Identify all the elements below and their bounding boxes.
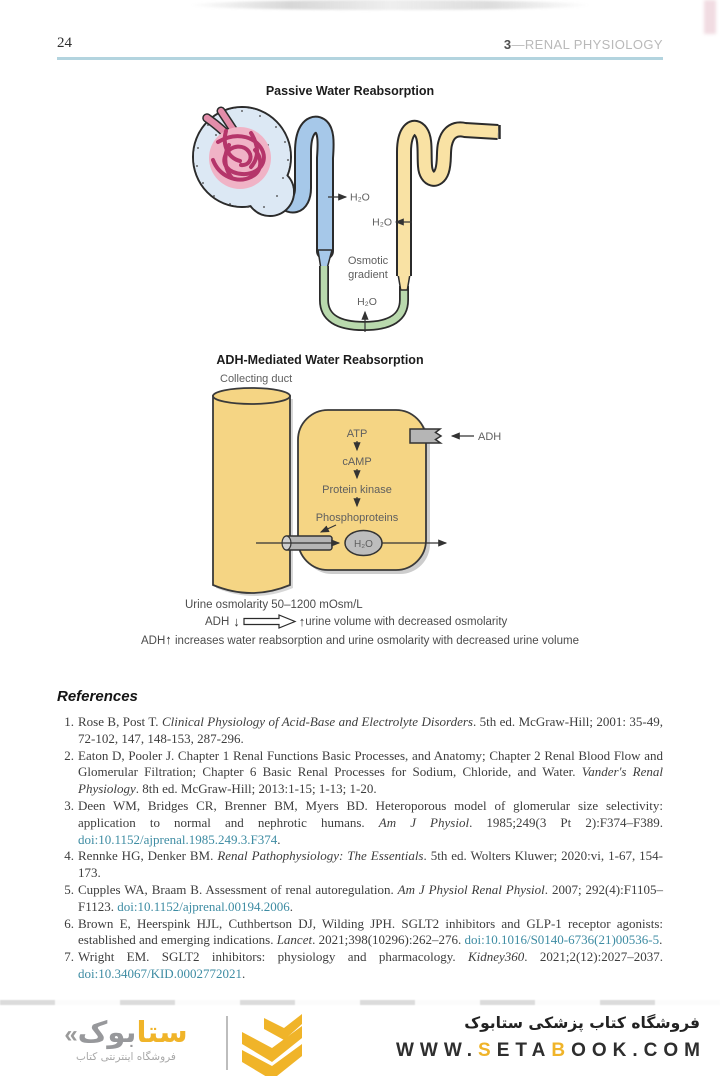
osmotic-gradient-label-1: Osmotic xyxy=(347,255,389,267)
scan-smudge-top xyxy=(190,0,590,10)
reference-item: 2. Eaton D, Pooler J. Chapter 1 Renal Functions Basic Processes, and Anatomy; Chapter 2 Renal Blood Flow and Glomerular Filtration; Chapter 6 Basic Renal Processes for Sodium, Chloride, and Water. Vander's Renal Physiology. 8th ed. McGraw-Hill; 2013:1-15; 1-13; 1-20. xyxy=(57,748,663,798)
adh-caption-text: urine volume with decreased osmolarity xyxy=(305,615,508,628)
down-arrow-glyph: ↓ xyxy=(233,614,240,629)
h2o-label-ascending: H₂O xyxy=(372,216,392,229)
adh-summary-text: increases water reabsorption and urine osmolarity with decreased urine volume xyxy=(171,635,579,647)
camp-label: cAMP xyxy=(342,456,372,468)
reference-item: 3. Deen WM, Bridges CR, Brenner BM, Myers BD. Heteroporous model of glomerular size selectivity: application to normal and nephrotic humans. Am J Physiol. 1985;249(3 Pt 2):F374–F389. doi:10.1152/ajprenal.1985.249.3.F374. xyxy=(57,798,663,848)
logo-word-gray: بوک xyxy=(77,1015,137,1049)
logo-subtitle: فروشگاه اینترنتی کتاب xyxy=(76,1051,176,1063)
adh-caption-prefix: ADH xyxy=(205,615,230,628)
reference-number: 2. xyxy=(64,747,74,763)
logo-wordmark xyxy=(77,1015,188,1049)
chapter-title: —RENAL PHYSIOLOGY xyxy=(511,37,663,52)
header-rule xyxy=(57,57,663,60)
h2o-label-descending: H₂O xyxy=(350,191,370,204)
h2o-label-loop: H₂O xyxy=(357,296,377,308)
figure2-title: ADH-Mediated Water Reabsorption xyxy=(216,353,424,367)
footer xyxy=(0,1006,720,1080)
logo-word-yellow: ستا xyxy=(136,1015,188,1049)
scan-smudge-footer xyxy=(0,1000,720,1005)
setabook-logo xyxy=(34,1015,218,1063)
reference-item: 5. Cupples WA, Braam B. Assessment of renal autoregulation. Am J Physiol Renal Physiol. 2007; 292(4):F1105–F1123. doi:10.1152/ajprenal.00194.2006. xyxy=(57,882,663,916)
reference-number: 6. xyxy=(64,915,74,931)
footer-divider xyxy=(226,1016,228,1070)
urine-osmolarity-caption: Urine osmolarity 50–1200 mOsm/L xyxy=(185,599,363,611)
up-arrow-glyph: ↑ xyxy=(298,614,306,629)
reference-number: 1. xyxy=(64,714,74,729)
adh-effect-caption xyxy=(205,614,507,629)
page-number: 24 xyxy=(57,35,72,51)
reference-item: 4. Rennke HG, Denker BM. Renal Pathophysiology: The Essentials. 5th ed. Wolters Kluwer; 2020:vi, 1-67, 154-173. xyxy=(57,848,663,882)
protein-kinase-label: Protein kinase xyxy=(322,484,392,496)
atp-label: ATP xyxy=(346,428,368,440)
adh-summary-prefix: ADH xyxy=(141,635,166,647)
reference-number: 4. xyxy=(64,848,74,864)
reference-item: 1. Rose B, Post T. Clinical Physiology of Acid-Base and Electrolyte Disorders. 5th ed. McGraw-Hill; 2001: 35-49, 72-102, 147, 148-153, 287-296. xyxy=(57,714,663,748)
adh-label: ADH xyxy=(478,431,502,443)
doi-link: doi:10.1016/S0140-6736(21)00536-5 xyxy=(464,932,660,948)
references-heading: References xyxy=(57,688,138,705)
distal-tubule xyxy=(398,125,500,290)
collecting-duct-label: Collecting duct xyxy=(220,373,293,385)
footer-url: WWW.SETABOOK.COM xyxy=(395,1040,706,1061)
reference-number: 5. xyxy=(64,881,74,897)
hollow-right-arrow xyxy=(243,614,297,629)
adh-summary-caption xyxy=(60,633,660,647)
adh-receptor xyxy=(410,429,441,443)
figure1-nephron-diagram xyxy=(180,100,520,350)
reference-item: 6. Brown E, Heerspink HJL, Cuthbertson DJ, Wilding JPH. SGLT2 inhibitors and GLP-1 receptor agonists: established and emerging indications. Lancet. 2021;398(10296):262–276. doi:10.1016/S0140-6736(21)00536-5. xyxy=(57,916,663,950)
osmotic-gradient-label-2: gradient xyxy=(348,269,388,281)
chevron-emblem-icon xyxy=(238,1014,306,1076)
collecting-duct xyxy=(213,388,290,593)
reference-item: 7. Wright EM. SGLT2 inhibitors: physiology and pharmacology. Kidney360. 2021;2(12):2027–2037. doi:10.34067/KID.0002772021. xyxy=(57,949,663,983)
figure1-title: Passive Water Reabsorption xyxy=(265,84,435,98)
doi-link: doi:10.34067/KID.0002772021 xyxy=(78,965,242,981)
reference-number: 3. xyxy=(64,797,74,813)
doi-link: doi:10.1152/ajprenal.1985.249.3.F374 xyxy=(78,831,278,847)
store-name-fa: فروشگاه کتاب پزشکی ستابوک xyxy=(464,1014,700,1032)
phosphoproteins-label: Phosphoproteins xyxy=(315,512,399,524)
glomerulus xyxy=(209,127,271,189)
chapter-number: 3 xyxy=(503,37,512,52)
reference-number: 7. xyxy=(64,949,74,965)
doi-link: doi:10.1152/ajprenal.00194.2006 xyxy=(117,898,290,914)
logo-guillemet-icon: « xyxy=(64,1021,78,1048)
figure2-adh-diagram xyxy=(150,372,570,607)
h2o-label-cell: H₂O xyxy=(354,539,373,550)
references-list xyxy=(57,714,663,983)
scan-smudge-corner xyxy=(704,0,716,34)
up-arrow-glyph-2: ↑ xyxy=(165,632,172,647)
running-head xyxy=(504,37,663,52)
